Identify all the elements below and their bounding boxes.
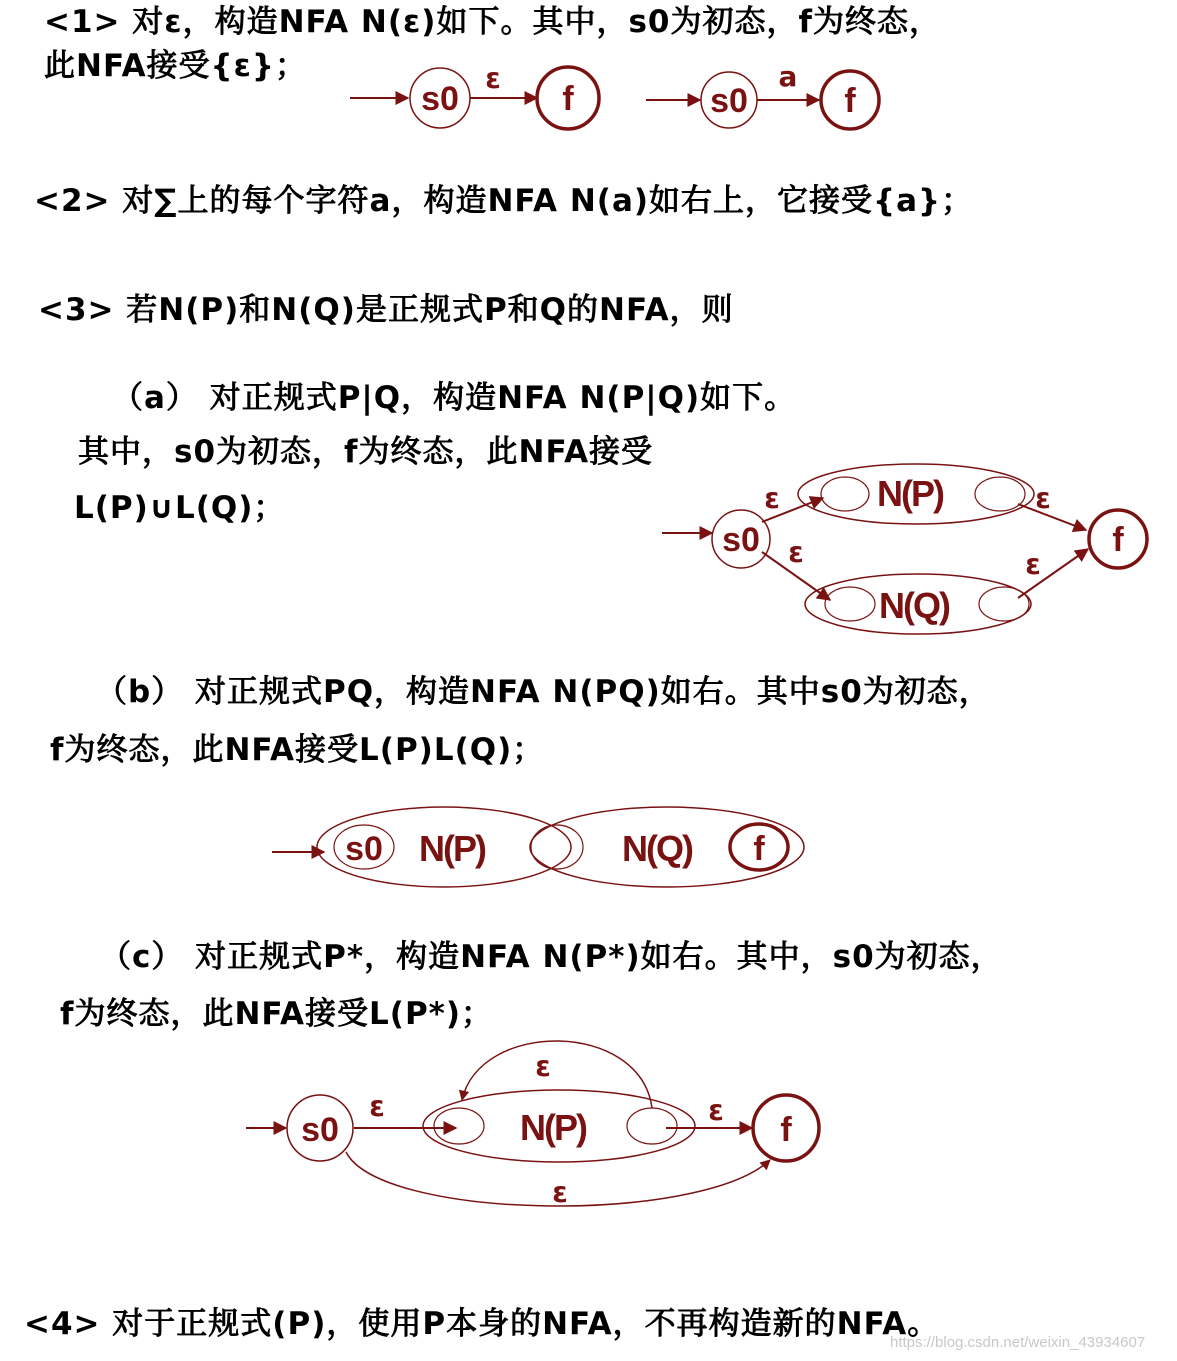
star-edge-back — [462, 1041, 652, 1108]
star-final-label: f — [780, 1111, 792, 1149]
star-start-label: s0 — [301, 1111, 339, 1149]
rule4-text: <4> 对于正规式(P)，使用P本身的NFA，不再构造新的NFA。 — [24, 1306, 940, 1342]
star-edge-back-label: ε — [535, 1050, 551, 1083]
star-box-p-label: N(P) — [520, 1107, 586, 1148]
watermark: https://blog.csdn.net/weixin_43934607 — [890, 1334, 1146, 1351]
rule3a-line3: L(P)∪L(Q)； — [74, 490, 286, 526]
union-edge4-label: ε — [1025, 548, 1041, 581]
diagram-char — [646, 60, 879, 129]
rule3a-line2: 其中，s0为初态，f为终态，此NFA接受 — [78, 434, 654, 470]
char-start-label: s0 — [710, 82, 748, 120]
char-edge-label: a — [778, 60, 798, 93]
rule3c-line1: （c） 对正规式P*，构造NFA N(P*)如右。其中，s0为初态， — [100, 939, 1003, 975]
union-box-q-exit — [979, 587, 1029, 621]
concat-box-p-label: N(P) — [419, 828, 485, 869]
rule3b-line1: （b） 对正规式PQ，构造NFA N(PQ)如右。其中s0为初态， — [96, 674, 991, 710]
diagram-concat — [272, 807, 804, 887]
star-box-p-entry — [434, 1108, 484, 1144]
star-edge-in-label: ε — [369, 1090, 385, 1123]
concat-final-label: f — [753, 830, 765, 868]
rule3-text: <3> 若N(P)和N(Q)是正规式P和Q的NFA，则 — [38, 292, 734, 328]
rule3a-line1: （a） 对正规式P|Q，构造NFA N(P|Q)如下。 — [112, 380, 797, 416]
union-box-p-label: N(P) — [877, 473, 943, 514]
rule3c-line2: f为终态，此NFA接受L(P*)； — [60, 996, 494, 1032]
union-edge1-label: ε — [764, 482, 780, 515]
diagram-star — [246, 1041, 819, 1209]
union-edge-p-f — [1018, 504, 1086, 530]
eps-edge-label: ε — [485, 62, 501, 95]
union-box-p-exit — [975, 477, 1025, 511]
union-box-p-entry — [821, 477, 869, 511]
char-final-label: f — [844, 82, 856, 120]
eps-start-label: s0 — [421, 80, 459, 118]
diagram-union — [662, 464, 1147, 634]
concat-box-q-label: N(Q) — [622, 828, 692, 869]
union-edge3-label: ε — [1035, 482, 1051, 515]
star-edge-skip-label: ε — [552, 1176, 568, 1209]
union-box-q-entry — [825, 587, 875, 621]
concat-start-label: s0 — [345, 830, 383, 868]
star-edge-out-label: ε — [708, 1094, 724, 1127]
union-box-q-label: N(Q) — [879, 585, 949, 626]
star-box-p-exit — [627, 1108, 677, 1144]
rule3b-line2: f为终态，此NFA接受L(P)L(Q)； — [50, 732, 545, 768]
diagram-epsilon — [350, 62, 599, 129]
rule1-line2: 此NFA接受{ε}； — [44, 48, 307, 84]
rule2-text: <2> 对∑上的每个字符a，构造NFA N(a)如右上，它接受{a}； — [34, 183, 974, 219]
union-edge2-label: ε — [788, 536, 804, 569]
rule1-line1: <1> 对ε，构造NFA N(ε)如下。其中，s0为初态，f为终态， — [44, 4, 941, 40]
eps-final-label: f — [562, 80, 574, 118]
union-final-label: f — [1112, 521, 1124, 559]
concat-shared-state — [531, 825, 583, 869]
union-start-label: s0 — [722, 521, 760, 559]
